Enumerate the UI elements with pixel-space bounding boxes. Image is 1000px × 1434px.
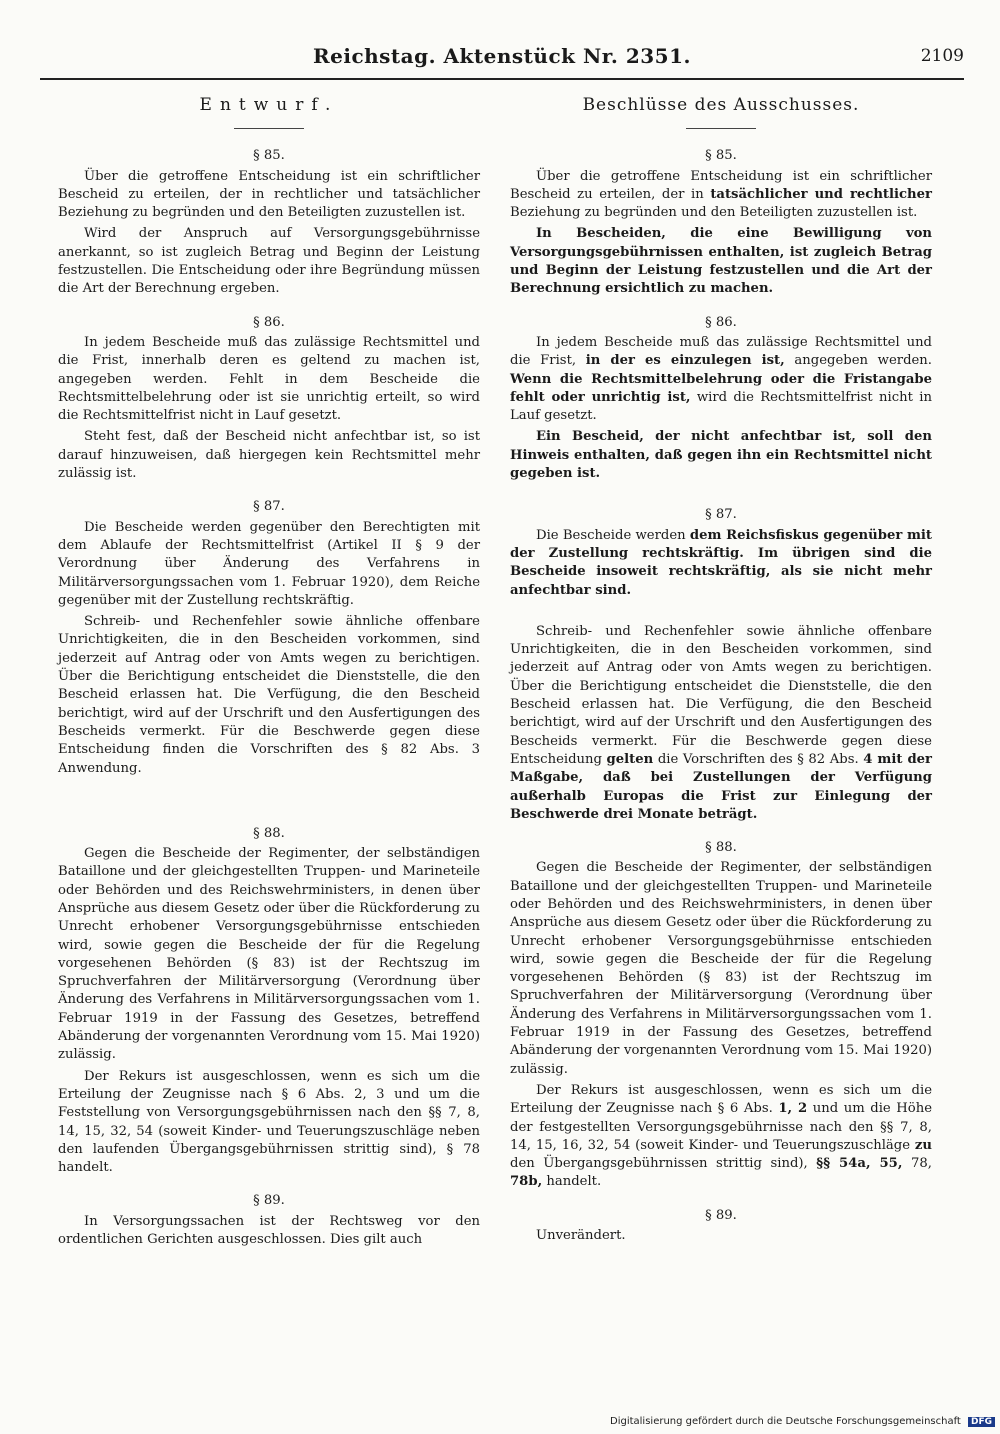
column-entwurf <box>58 92 480 1332</box>
divider <box>234 128 304 129</box>
section-label-89: § 89. <box>705 1207 737 1223</box>
header-rule <box>40 78 964 80</box>
paragraph-amended: In Bescheiden, die eine Bewilligung von Versorgungsgebührnissen enthalten, ist zugleich Betrag und Beginn der Leistung festzustellen und die Art der Berechnung ersichtlich zu machen. <box>510 226 932 297</box>
paragraph-amended: Ein Bescheid, der nicht anfechtbar ist, soll den Hinweis enthalten, daß gegen ihn ein Rechtsmittel nicht gegeben ist. <box>510 429 932 482</box>
paragraph: Gegen die Bescheide der Regimenter, der selbständigen Bataillone und der gleichgestellten Truppen- und Marineteile oder Behörden und des Reichswehrministers, in denen über Ansprüche aus diesem Gesetz oder über die Rückforderung zu Unrecht erhobener Versorgungsgebührnisse entschieden wird, sowie gegen die Bescheide der für die Regelung vorgesehenen Behörden (§ 83) ist der Rechtszug im Spruchverfahren der Militärversorgung (Verordnung über Änderung des Verfahrens in Militärversorgungssachen vom 1. Februar 1919 in der Fassung des Gesetzes, betreffend Abänderung der vorgenannten Verordnung vom 15. Mai 1920) zulässig. <box>510 860 932 1077</box>
paragraph: In jedem Bescheide muß das zulässige Rechtsmittel und die Frist, innerhalb deren es geltend zu machen ist, angegeben werden. Fehlt in dem Bescheide die Rechtsmittelbelehrung oder ist sie unrichtig erteilt, so wird die Rechtsmittelfrist nicht in Lauf gesetzt. <box>58 334 480 424</box>
paragraph: Die Bescheide werden gegenüber den Berechtigten mit dem Ablaufe der Rechtsmittelfrist (Artikel II § 9 der Verordnung über Änderung des Verfahrens in Militärversorgungssachen vom 1. Februar 1920), dem Reiche gegenüber mit der Zustellung rechtskräftig. <box>58 519 480 608</box>
paragraph: Der Rekurs ist ausgeschlossen, wenn es sich um die Erteilung der Zeugnisse nach § 6 Abs. 2, 3 und um die Feststellung von Versorgungsgebührnissen nach den §§ 7, 8, 14, 15, 32, 54 (soweit Kinder- und Teuerungszuschläge neben den laufenden Übergangsgebührnissen strittig sind), § 78 handelt. <box>58 1068 480 1176</box>
paragraph: Gegen die Bescheide der Regimenter, der selbständigen Bataillone und der gleichgestellten Truppen- und Marineteile oder Behörden und des Reichswehrministers, in denen über Ansprüche aus diesem Gesetz oder über die Rückforderung zu Unrecht erhobener Versorgungsgebührnisse entschieden wird, sowie gegen die Bescheide der für die Regelung vorgesehenen Behörden (§ 83) ist der Rechtszug im Spruchverfahren der Militärversorgung (Verordnung über Änderung des Verfahrens in Militärversorgungssachen vom 1. Februar 1919 in der Fassung des Gesetzes, betreffend Abänderung der vorgenannten Verordnung vom 15. Mai 1920) zulässig. <box>58 846 480 1063</box>
paragraph: Der Rekurs ist ausgeschlossen, wenn es sich um die Erteilung der Zeugnisse nach § 6 Abs. 1, 2 und um die Höhe der festgestellten Versorgungsgebührnisse nach den §§ 7, 8, 14, 15, 16, 32, 54 (soweit Kinder- und Teuerungszuschläge zu den Übergangsgebührnissen strittig sind), §§ 54a, 55, 78, 78b, handelt. <box>510 1082 933 1190</box>
column-beschluesse <box>510 92 932 1332</box>
page-title: Reichstag. Aktenstück Nr. 2351. <box>313 44 691 68</box>
column-heading-left: Entwurf. <box>199 95 339 115</box>
paragraph: Wird der Anspruch auf Versorgungsgebührnisse anerkannt, so ist zugleich Betrag und Beginn der Leistung festzustellen. Die Entscheidung oder ihre Begründung müssen die Art der Berechnung ergeben. <box>58 226 480 297</box>
paragraph: Unverändert. <box>536 1228 626 1244</box>
page-number: 2109 <box>920 46 964 66</box>
section-label-88: § 88. <box>705 840 737 856</box>
section-label-87: § 87. <box>253 499 285 515</box>
digitization-credit <box>610 1416 995 1427</box>
paragraph: Über die getroffene Entscheidung ist ein schriftlicher Bescheid zu erteilen, der in rechtlicher und tatsächlicher Beziehung zu begründen und den Beteiligten zuzustellen ist. <box>58 168 480 221</box>
section-label-89: § 89. <box>253 1193 285 1209</box>
paragraph: Schreib- und Rechenfehler sowie ähnliche offenbare Unrichtigkeiten, die in den Bescheiden vorkommen, sind jederzeit auf Antrag oder von Amts wegen zu berichtigen. Über die Berichtigung entscheidet die Dienststelle, die den Bescheid erlassen hat. Die Verfügung, die den Bescheid berichtigt, wird auf der Urschrift und den Ausfertigungen des Bescheids vermerkt. Für die Beschwerde gegen diese Entscheidung finden die Vorschriften des § 82 Abs. 3 Anwendung. <box>58 614 480 776</box>
section-label-85: § 85. <box>705 148 737 164</box>
paragraph: Steht fest, daß der Bescheid nicht anfechtbar ist, so ist darauf hinzuweisen, daß hiergegen kein Rechtsmittel mehr zulässig ist. <box>58 429 480 482</box>
paragraph: Schreib- und Rechenfehler sowie ähnliche offenbare Unrichtigkeiten, die in den Bescheiden vorkommen, sind jederzeit auf Antrag oder von Amts wegen zu berichtigen. Über die Berichtigung entscheidet die Dienststelle, die den Bescheid erlassen hat. Die Verfügung, die den Bescheid berichtigt, wird auf der Urschrift und den Ausfertigungen des Bescheids vermerkt. Für die Beschwerde gegen diese Entscheidung gelten die Vorschriften des § 82 Abs. 4 mit der Maßgabe, daß bei Zustellungen der Verfügung außerhalb Europas die Frist zur Einlegung der Beschwerde drei Monate beträgt. <box>510 623 933 822</box>
page-header <box>40 44 964 74</box>
section-label-87: § 87. <box>705 507 737 523</box>
section-label-88: § 88. <box>253 825 285 841</box>
section-label-86: § 86. <box>705 314 737 330</box>
paragraph: Über die getroffene Entscheidung ist ein schriftlicher Bescheid zu erteilen, der in tatsächlicher und rechtlicher Beziehung zu begründen und den Beteiligten zuzustellen ist. <box>510 168 932 221</box>
paragraph: In jedem Bescheide muß das zulässige Rechtsmittel und die Frist, in der es einzulegen ist, angegeben werden. Wenn die Rechtsmittelbelehrung oder die Fristangabe fehlt oder unrichtig ist, wird die Rechtsmittelfrist nicht in Lauf gesetzt. <box>510 334 932 424</box>
column-heading-right: Beschlüsse des Ausschusses. <box>582 95 860 115</box>
divider <box>686 128 756 129</box>
footer-text: Digitalisierung gefördert durch die Deutsche Forschungsgemeinschaft <box>610 1416 961 1427</box>
section-label-85: § 85. <box>253 148 285 164</box>
section-label-86: § 86. <box>253 314 285 330</box>
paragraph: Die Bescheide werden dem Reichsfiskus gegenüber mit der Zustellung rechtskräftig. Im übrigen sind die Bescheide insoweit rechtskräftig, als sie nicht mehr anfechtbar sind. <box>510 527 933 598</box>
paragraph: In Versorgungssachen ist der Rechtsweg vor den ordentlichen Gerichten ausgeschlossen. Dies gilt auch <box>58 1213 480 1248</box>
dfg-logo: DFG <box>968 1417 995 1427</box>
